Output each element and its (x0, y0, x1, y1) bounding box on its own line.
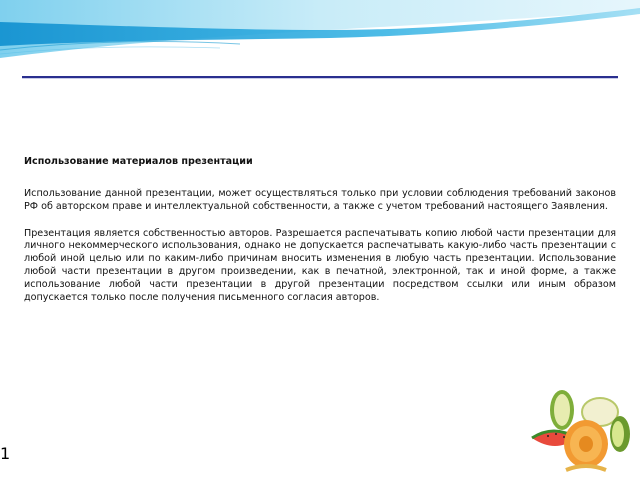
slide-content (24, 156, 616, 318)
title-divider-shadow (22, 78, 618, 79)
slide-number: 1 (0, 444, 11, 463)
slide-heading: Использование материалов презентации (24, 156, 253, 167)
wave-banner (0, 0, 640, 70)
paragraph-ownership: Презентация является собственностью авторов. Разрешается распечатывать копию любой части презентации для личного некоммерческого использования, однако не допускается распечатывать какую-либо часть презентации с любой иной целью или по каким-либо причинам вносить изменения в любую часть презентации. Использование любой части презентации в другом произведении, как в печатной, электронной, так и иной форме, а также использование любой части презентации в другой презентации посредством ссылки или иным образом допускается только после получения письменного согласия авторов. (24, 227, 616, 303)
paragraph-terms: Использование данной презентации, может осуществляться только при условии соблюдения требований законов РФ об авторском праве и интеллектуальной собственности, а также с учетом требований настоящего Заявления. (24, 188, 616, 212)
melon-fruit-image (526, 384, 632, 476)
